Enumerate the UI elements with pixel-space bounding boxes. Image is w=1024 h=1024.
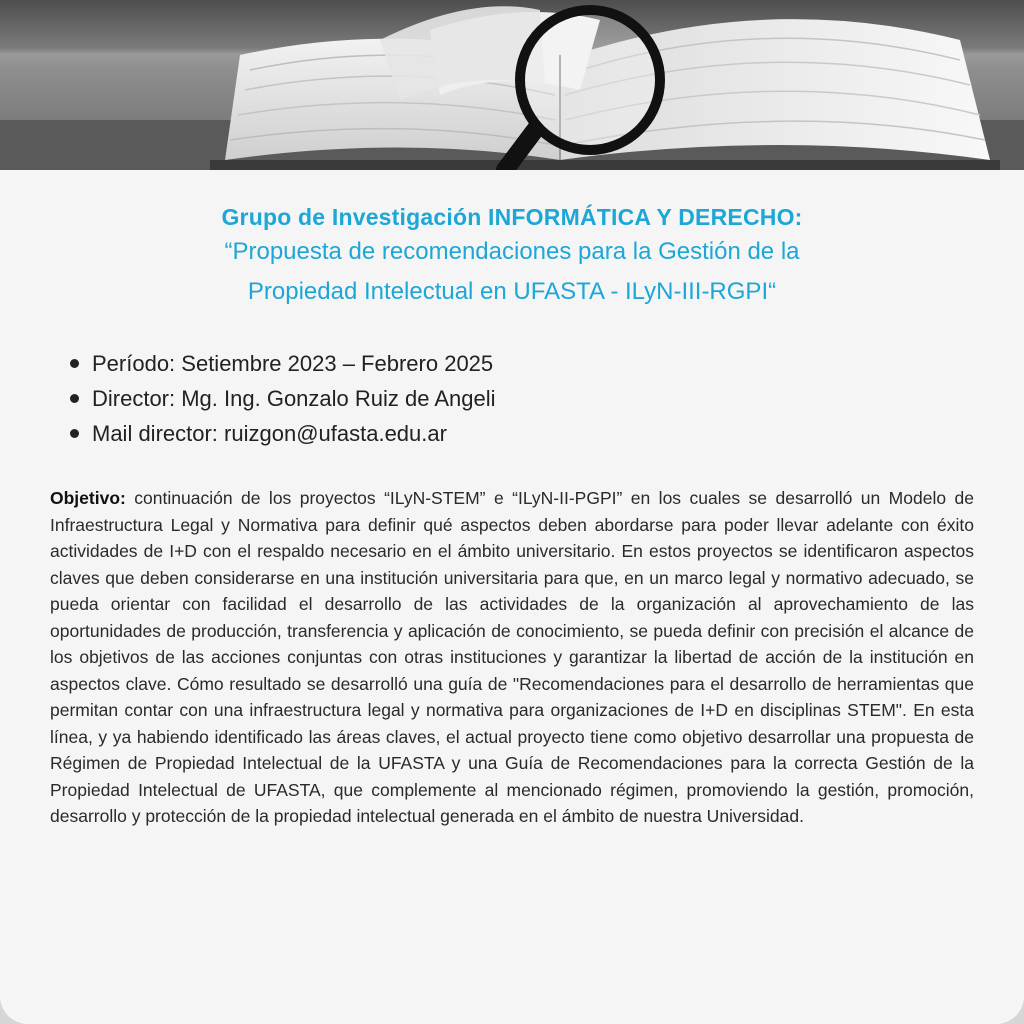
director-text: Director: Mg. Ing. Gonzalo Ruiz de Angeli (92, 386, 496, 411)
list-item-mail (70, 416, 1024, 451)
objective-label: Objetivo: (50, 488, 126, 508)
project-title-line-1: “Propuesta de recomendaciones para la Gestión de la (224, 238, 800, 265)
project-title-line-2: Propiedad Intelectual en UFASTA - ILyN-III-RGPI“ (247, 278, 777, 305)
bullet-icon (70, 394, 79, 403)
list-item-director (70, 381, 1024, 416)
open-book-magnifier-icon (0, 0, 1024, 170)
bullet-icon (70, 429, 79, 438)
header-image (0, 0, 1024, 170)
info-list (70, 346, 1024, 451)
list-item-periodo (70, 346, 1024, 381)
objective-paragraph (50, 485, 974, 830)
content-card (0, 170, 1024, 1024)
mail-text: Mail director: ruizgon@ufasta.edu.ar (92, 421, 447, 446)
objective-text: continuación de los proyectos “ILyN-STEM” e “ILyN-II-PGPI” en los cuales se desarrolló un Modelo de Infraestructura Legal y Normativa para definir qué aspectos deben abordarse para poder llevar adelante con éxito actividades de I+D con el respaldo necesario en el ámbito universitario. En estos proyectos se identificaron aspectos claves que deben considerarse en una institución universitaria para que, en un marco legal y normativo adecuado, se pueda orientar con facilidad el desarrollo de las actividades de la organización al aprovechamiento de las oportunidades de producción, transferencia y aplicación de conocimiento, se pueda definir con precisión el alcance de los objetivos de las acciones conjuntas con otras instituciones y garantizar la libertad de acción de la institución en aspectos clave. Cómo resultado se desarrolló una guía de "Recomendaciones para el desarrollo de herramientas que permitan contar con una infraestructura legal y normativa para organizaciones de I+D en disciplinas STEM". En esta línea, y ya habiendo identificado las áreas claves, el actual proyecto tiene como objetivo desarrollar una propuesta de Régimen de Propiedad Intelectual de la UFASTA y una Guía de Recomendaciones para la correcta Gestión de la Propiedad Intelectual de UFASTA, que complemente al mencionado régimen, promoviendo la gestión, promoción, desarrollo y protección de la propiedad intelectual generada en el ámbito de nuestra Universidad. (50, 488, 974, 826)
periodo-text: Período: Setiembre 2023 – Febrero 2025 (92, 351, 494, 376)
group-title: Grupo de Investigación INFORMÁTICA Y DERECHO: (221, 204, 803, 230)
title-block (0, 202, 1024, 312)
bullet-icon (70, 359, 79, 368)
